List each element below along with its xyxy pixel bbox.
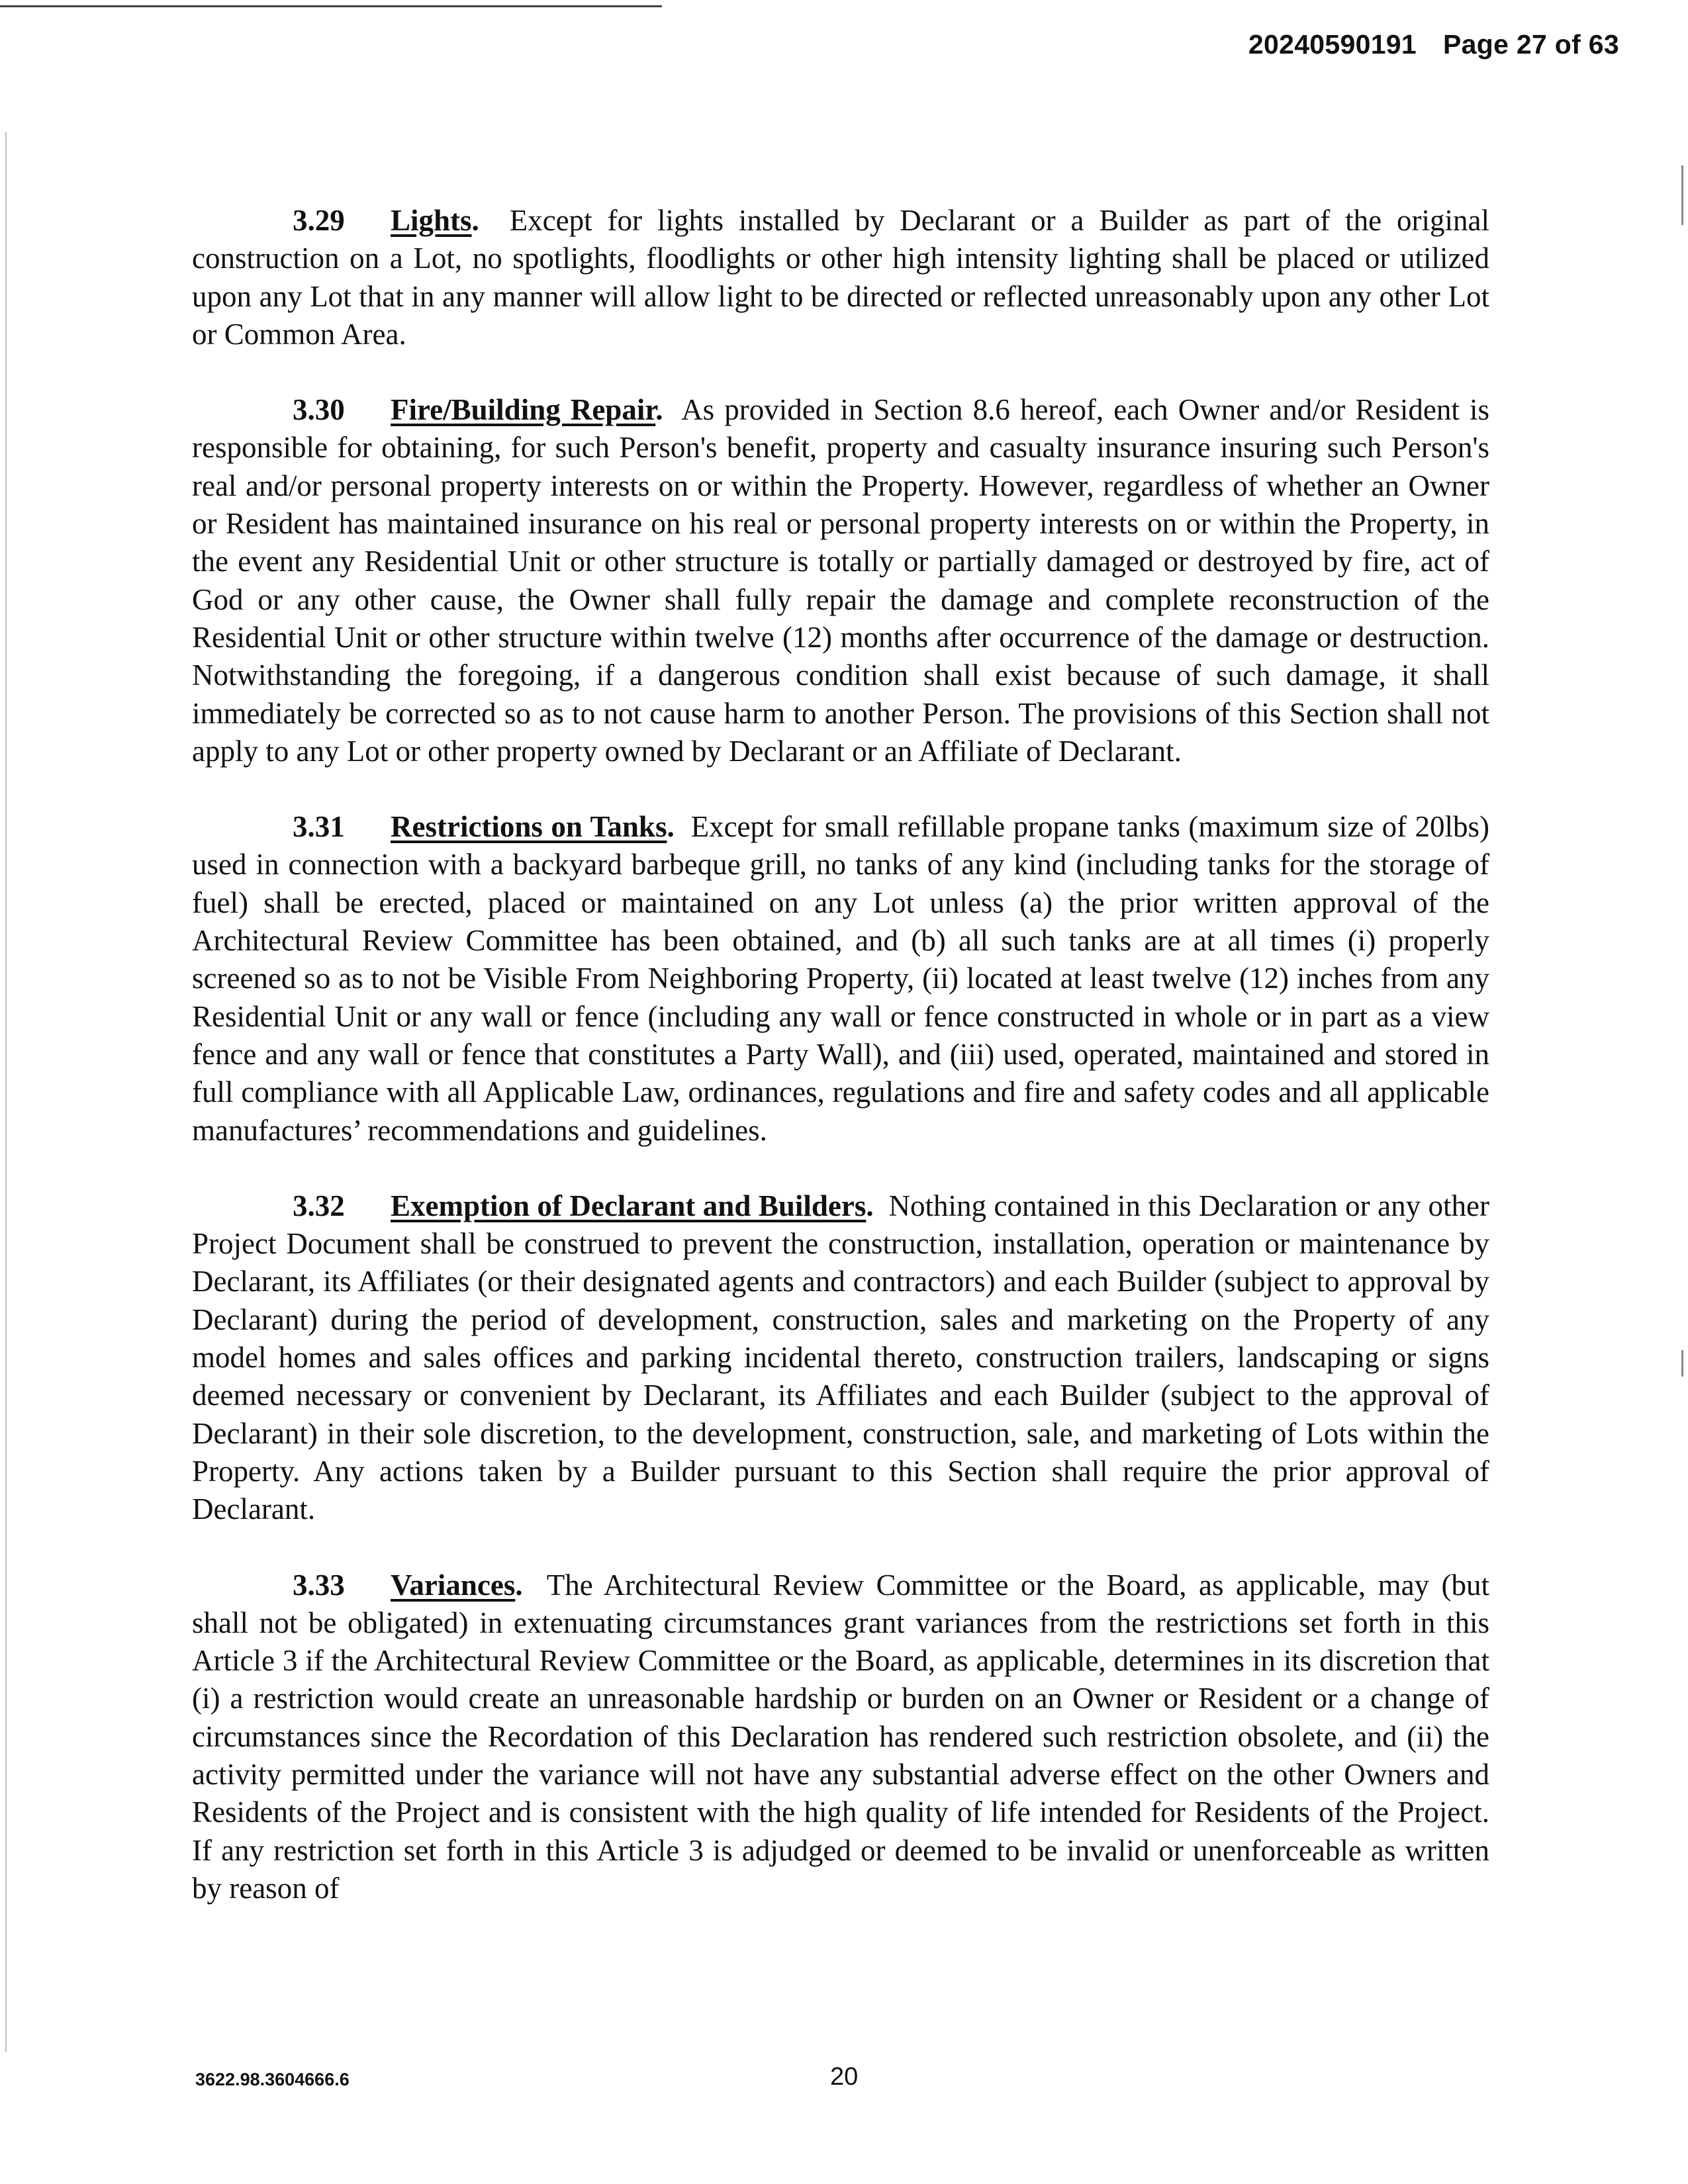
- page-of-count: Page 27 of 63: [1443, 29, 1619, 60]
- section-title: Restrictions on Tanks: [391, 810, 667, 844]
- section-text: Except for small refillable propane tanks (maximum size of 20lbs) used in connection with a backyard barbeque grill, no tanks of any kind (including tanks for the storage of fuel) shall be erected, placed or maintained on any Lot unless (a) the prior written approval of the Architectural Review Committee has been obtained, and (b) all such tanks are at all times (i) properly screened so as to not be Visible From Neighboring Property, (ii) located at least twelve (12) inches from any Residential Unit or any wall or fence (including any wall or fence constructed in whole or in part as a view fence and any wall or fence that constitutes a Party Wall), and (iii) used, operated, maintained and stored in full compliance with all Applicable Law, ordinances, regulations and fire and safety codes and all applicable manufactures’ recommendations and guidelines.: [192, 810, 1490, 1147]
- section-3-30: 3.30 Fire/Building Repair. As provided in Section 8.6 hereof, each Owner and/or Resident is responsible for obtaining, for such Person's benefit, property and casualty insurance insuring such Person's real and/or personal property interests on or within the Property. However, regardless of whether an Owner or Resident has maintained insurance on his real or personal property interests on or within the Property, in the event any Residential Unit or other structure is totally or partially damaged or destroyed by fire, act of God or any other cause, the Owner shall fully repair the damage and complete reconstruction of the Residential Unit or other structure within twelve (12) months after occurrence of the damage or destruction. Notwithstanding the foregoing, if a dangerous condition shall exist because of such damage, it shall immediately be corrected so as to not cause harm to another Person. The provisions of this Section shall not apply to any Lot or other property owned by Declarant or an Affiliate of Declarant.: [192, 391, 1489, 770]
- section-3-31: 3.31 Restrictions on Tanks. Except for small refillable propane tanks (maximum size of 20lbs) used in connection with a backyard barbeque grill, no tanks of any kind (including tanks for the storage of fuel) shall be erected, placed or maintained on any Lot unless (a) the prior written approval of the Architectural Review Committee has been obtained, and (b) all such tanks are at all times (i) properly screened so as to not be Visible From Neighboring Property, (ii) located at least twelve (12) inches from any Residential Unit or any wall or fence (including any wall or fence constructed in whole or in part as a view fence and any wall or fence that constitutes a Party Wall), and (iii) used, operated, maintained and stored in full compliance with all Applicable Law, ordinances, regulations and fire and safety codes and all applicable manufactures’ recommendations and guidelines.: [192, 808, 1489, 1150]
- section-number: 3.29: [293, 204, 345, 237]
- section-text: Nothing contained in this Declaration or any other Project Document shall be construed to prevent the construction, installation, operation or maintenance by Declarant, its Affiliates (or their designated agents and contractors) and each Builder (subject to approval by Declarant) during the period of development, construction, sales and marketing on the Property of any model homes and sales offices and parking incidental thereto, construction trailers, landscaping or signs deemed necessary or convenient by Declarant, its Affiliates and each Builder (subject to the approval of Declarant) in their sole discretion, to the development, construction, sale, and marketing of Lots within the Property. Any actions taken by a Builder pursuant to this Section shall require the prior approval of Declarant.: [192, 1189, 1489, 1526]
- section-3-32: 3.32 Exemption of Declarant and Builders. Nothing contained in this Declaration or any other Project Document shall be construed to prevent the construction, installation, operation or maintenance by Declarant, its Affiliates (or their designated agents and contractors) and each Builder (subject to approval by Declarant) during the period of development, construction, sales and marketing on the Property of any model homes and sales offices and parking incidental thereto, construction trailers, landscaping or signs deemed necessary or convenient by Declarant, its Affiliates and each Builder (subject to the approval of Declarant) in their sole discretion, to the development, construction, sale, and marketing of Lots within the Property. Any actions taken by a Builder pursuant to this Section shall require the prior approval of Declarant.: [192, 1187, 1489, 1529]
- section-text: As provided in Section 8.6 hereof, each Owner and/or Resident is responsible for obtaining, for such Person's benefit, property and casualty insurance insuring such Person's real and/or personal property interests on or within the Property. However, regardless of whether an Owner or Resident has maintained insurance on his real or personal property interests on or within the Property, in the event any Residential Unit or other structure is totally or partially damaged or destroyed by fire, act of God or any other cause, the Owner shall fully repair the damage and complete reconstruction of the Residential Unit or other structure within twelve (12) months after occurrence of the damage or destruction. Notwithstanding the foregoing, if a dangerous condition shall exist because of such damage, it shall immediately be corrected so as to not cause harm to another Person. The provisions of this Section shall not apply to any Lot or other property owned by Declarant or an Affiliate of Declarant.: [192, 393, 1489, 768]
- scan-right-mark: [1681, 165, 1683, 225]
- scan-left-edge: [5, 132, 7, 2052]
- section-title: Fire/Building Repair: [391, 393, 656, 427]
- scan-top-rule: [0, 5, 662, 7]
- section-text: Except for lights installed by Declarant or a Builder as part of the original construction on a Lot, no spotlights, floodlights or other high intensity lighting shall be placed or utilized upon any Lot that in any manner will allow light to be directed or reflected unreasonably upon any other Lot or Common Area.: [192, 204, 1490, 351]
- section-number: 3.31: [293, 810, 345, 844]
- section-number: 3.32: [293, 1189, 345, 1222]
- footer-document-id: 3622.98.3604666.6: [195, 2070, 350, 2089]
- section-title: Exemption of Declarant and Builders: [391, 1189, 867, 1222]
- section-3-29: 3.29 Lights. Except for lights installed by Declarant or a Builder as part of the original construction on a Lot, no spotlights, floodlights or other high intensity lighting shall be placed or utilized upon any Lot that in any manner will allow light to be directed or reflected unreasonably upon any other Lot or Common Area.: [192, 202, 1489, 353]
- section-title: Variances: [391, 1568, 516, 1602]
- section-number: 3.33: [293, 1568, 345, 1602]
- section-number: 3.30: [293, 393, 345, 427]
- section-title: Lights: [391, 204, 472, 237]
- footer-page-number: 20: [830, 2063, 859, 2091]
- section-text: The Architectural Review Committee or the Board, as applicable, may (but shall not be obligated) in extenuating circumstances grant variances from the restrictions set forth in this Article 3 if the Architectural Review Committee or the Board, as applicable, determines in its discretion that (i) a restriction would create an unreasonable hardship or burden on an Owner or Resident or a change of circumstances since the Recordation of this Declaration has rendered such restriction obsolete, and (ii) the activity permitted under the variance will not have any substantial adverse effect on the other Owners and Residents of the Project and is consistent with the high quality of life intended for Residents of the Project. If any restriction set forth in this Article 3 is adjudged or deemed to be invalid or unenforceable as written by reason of: [192, 1568, 1489, 1905]
- document-body: [192, 202, 1489, 1945]
- page-header: [1248, 29, 1619, 60]
- section-3-33: 3.33 Variances. The Architectural Review Committee or the Board, as applicable, may (but shall not be obligated) in extenuating circumstances grant variances from the restrictions set forth in this Article 3 if the Architectural Review Committee or the Board, as applicable, determines in its discretion that (i) a restriction would create an unreasonable hardship or burden on an Owner or Resident or a change of circumstances since the Recordation of this Declaration has rendered such restriction obsolete, and (ii) the activity permitted under the variance will not have any substantial adverse effect on the other Owners and Residents of the Project and is consistent with the high quality of life intended for Residents of the Project. If any restriction set forth in this Article 3 is adjudged or deemed to be invalid or unenforceable as written by reason of: [192, 1567, 1489, 1908]
- scan-right-mark-lower: [1681, 1350, 1683, 1377]
- recording-number: 20240590191: [1248, 29, 1417, 60]
